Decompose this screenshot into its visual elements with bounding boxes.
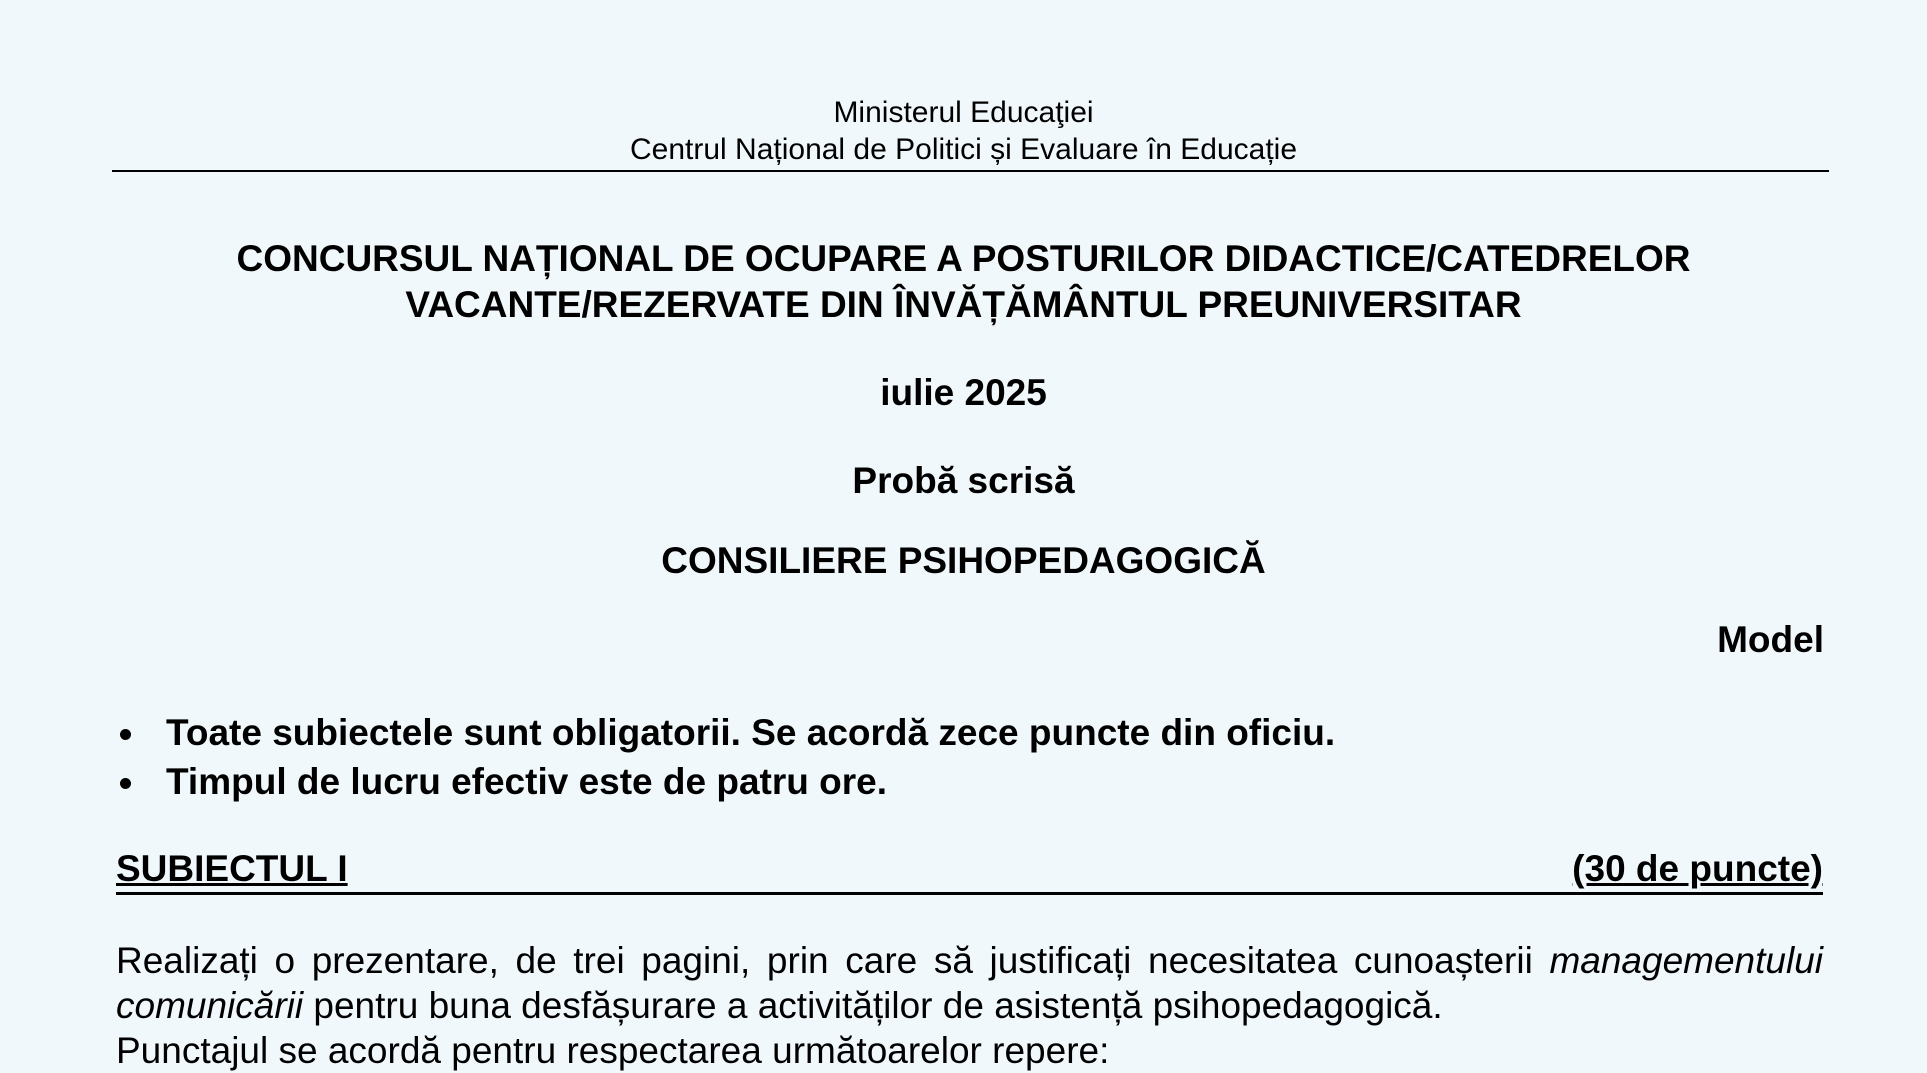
section-heading: [116, 846, 1823, 895]
task-criteria-intro: Punctajul se acordă pentru respectarea următoarelor repere:: [116, 1030, 1110, 1071]
document-header: [0, 94, 1927, 168]
instruction-text: Toate subiectele sunt obligatorii. Se acordă zece puncte din oficiu.: [166, 712, 1336, 753]
title-line-1: CONCURSUL NAȚIONAL DE OCUPARE A POSTURILOR DIDACTICE/CATEDRELOR: [236, 238, 1691, 279]
task-text-part-1: Realizați o prezentare, de trei pagini, prin care să justificați necesitatea cunoașterii: [116, 940, 1550, 981]
list-item: [116, 708, 1335, 757]
bullet-icon: [120, 729, 131, 740]
task-paragraph: [116, 938, 1823, 1028]
center-name: Centrul Național de Politici și Evaluare în Educație: [629, 133, 1298, 166]
instruction-text: Timpul de lucru efectiv este de patru ore.: [166, 761, 888, 802]
exam-date: iulie 2025: [880, 372, 1047, 413]
task-text-part-2: pentru buna desfășurare a activităților de asistență psihopedagogică.: [303, 985, 1443, 1026]
header-divider: [112, 170, 1829, 172]
section-points: (30 de puncte): [1572, 848, 1823, 889]
title-line-2: VACANTE/REZERVATE DIN ÎNVĂȚĂMÂNTUL PREUNIVERSITAR: [405, 284, 1522, 325]
exam-type: Probă scrisă: [852, 460, 1075, 501]
exam-subject: CONSILIERE PSIHOPEDAGOGICĂ: [661, 540, 1266, 581]
bullet-icon: [120, 778, 131, 789]
list-item: [116, 757, 1335, 806]
task-text-emphasis: managementului comunicării: [116, 940, 1823, 1026]
task-description: [116, 938, 1823, 1073]
document-title: [0, 236, 1927, 328]
model-label: Model: [1717, 619, 1824, 660]
ministry-name: Ministerul Educaţiei: [833, 96, 1094, 129]
instructions-list: [116, 708, 1335, 806]
section-name: SUBIECTUL I: [116, 848, 348, 889]
